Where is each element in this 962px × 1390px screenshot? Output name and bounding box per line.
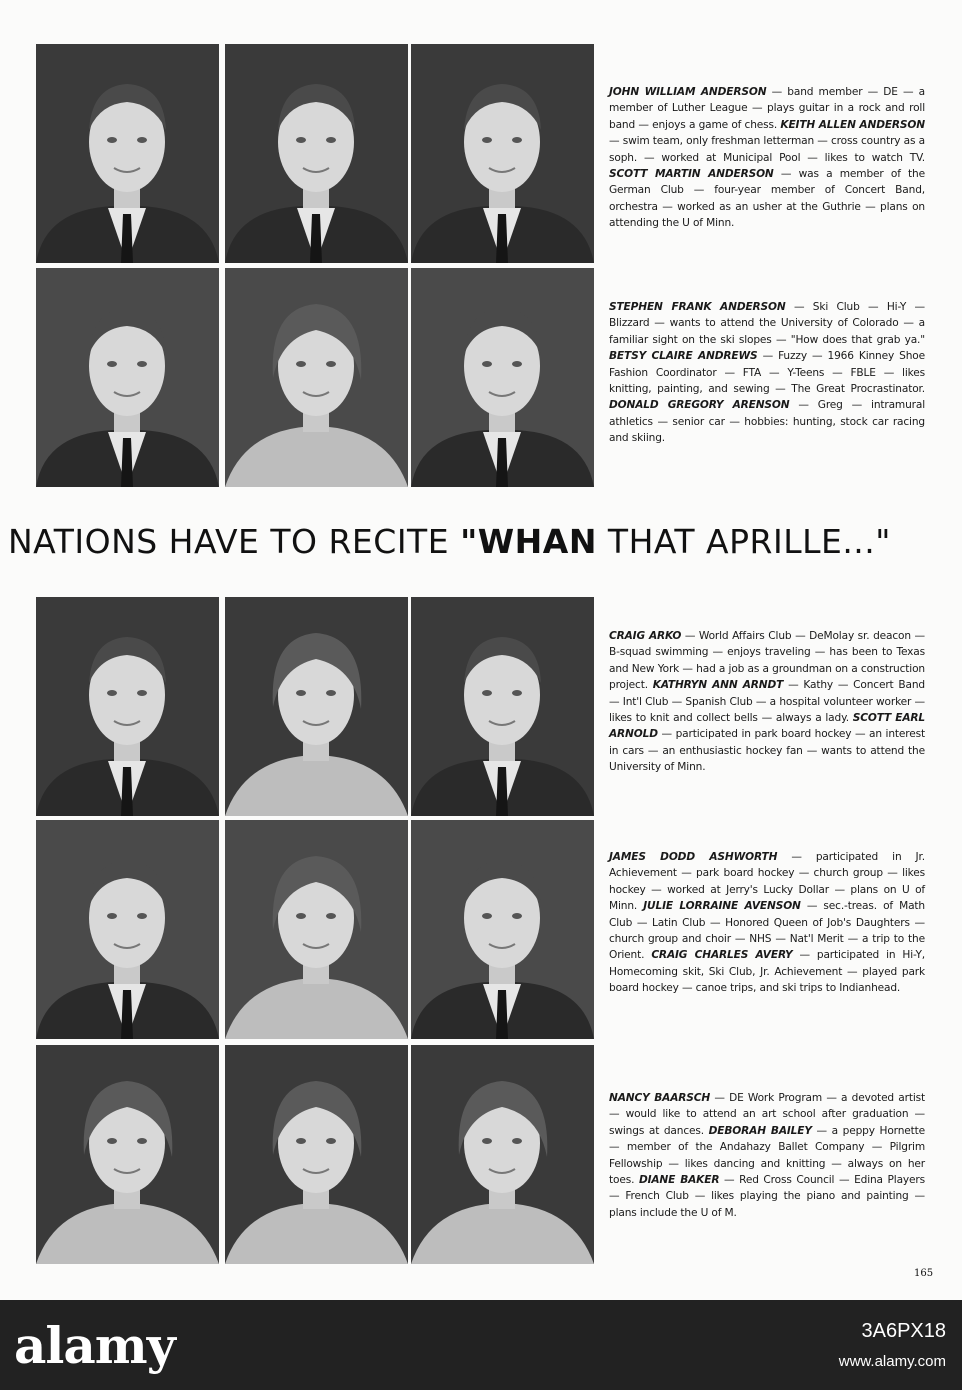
watermark-footer [0, 1300, 962, 1390]
bio-block-3 [609, 628, 925, 776]
student-name: SCOTT MARTIN ANDERSON [609, 168, 774, 181]
student-activities: — participated in Hi-Y, Homecoming skit, Ski Club, Jr. Achievement — played park board hockey — canoe trips, and ski trips to Indianhead. [609, 949, 925, 995]
student-portrait [225, 268, 408, 487]
student-activities: — participated in park board hockey — an interest in cars — an enthusiastic hockey fan — wants to attend the University of Minn. [609, 728, 925, 774]
student-name: KEITH ALLEN ANDERSON [780, 118, 925, 131]
student-portrait [411, 44, 594, 263]
student-name: JULIE LORRAINE AVENSON [643, 900, 801, 913]
student-activities: — DE Work Program — a devoted artist — would like to attend an art school after graduation — swings at dances. [609, 1092, 925, 1137]
student-portrait [411, 597, 594, 816]
student-activities: — band member — DE — a member of Luther League — plays guitar in a rock and roll band — enjoys a game of chess. [609, 86, 925, 131]
alamy-logo: alamy [14, 1316, 175, 1375]
student-portrait [225, 597, 408, 816]
student-portrait [36, 820, 219, 1039]
student-activities: — Greg — intramural athletics — senior car — hobbies: hunting, stock car racing and skiing. [609, 399, 926, 445]
student-name: CRAIG CHARLES AVERY [651, 949, 793, 962]
site-url: www.alamy.com [838, 1353, 946, 1370]
bio-block-2 [609, 299, 925, 447]
student-name: JOHN WILLIAM ANDERSON [609, 86, 767, 98]
student-portrait [225, 820, 408, 1039]
student-portrait [225, 1045, 408, 1264]
student-activities: — swim team, only freshman letterman — cross country as a soph. — worked at Municipal Pool — likes to watch TV. [609, 135, 925, 164]
student-name: SCOTT EARL ARNOLD [609, 712, 926, 741]
student-activities: — Ski Club — Hi-Y — Blizzard — wants to attend the University of Colorado — a familiar sight on the ski slopes — "How does that grab ya." [609, 301, 926, 346]
headline-prefix: NATIONS HAVE TO RECITE [8, 522, 461, 561]
student-portrait [36, 44, 219, 263]
student-portrait [36, 1045, 219, 1264]
student-activities: — was a member of the German Club — four-year member of Concert Band, orchestra — worked as an usher at the Guthrie — plans on attending the U of Minn. [609, 168, 925, 230]
bio-block-1 [609, 84, 925, 232]
student-portrait [225, 44, 408, 263]
student-name: CRAIG ARKO [609, 630, 682, 642]
image-info [839, 1320, 946, 1370]
student-name: JAMES DODD ASHWORTH [609, 851, 778, 863]
student-name: STEPHEN FRANK ANDERSON [609, 301, 786, 313]
student-name: KATHRYN ANN ARNDT [652, 679, 784, 692]
student-portrait [36, 268, 219, 487]
headline-suffix: THAT APRILLE..." [596, 522, 891, 561]
student-name: DEBORAH BAILEY [708, 1124, 812, 1137]
student-activities: — Red Cross Council — Edina Players — French Club — likes playing the piano and painting — plans include the U of M. [609, 1174, 925, 1219]
student-name: DIANE BAKER [638, 1174, 720, 1187]
student-name: DONALD GREGORY ARENSON [609, 399, 790, 412]
student-portrait [411, 268, 594, 487]
image-id: 3A6PX18 [861, 1320, 946, 1342]
student-activities: — Fuzzy — 1966 Kinney Shoe Fashion Coordinator — FTA — Y-Teens — FBLE — likes knitting, painting, and sewing — The Great Procrastinator. [609, 350, 925, 396]
student-portrait [411, 1045, 594, 1264]
headline-emphasis: "WHAN [460, 522, 597, 561]
student-activities: — World Affairs Club — DeMolay sr. deacon — B-squad swimming — enjoys traveling — has been to Texas and New York — had a job as a groundman on a construction project. [609, 630, 925, 692]
headline [8, 522, 962, 561]
student-name: BETSY CLAIRE ANDREWS [609, 350, 758, 363]
student-activities: — a peppy Hornette — member of the Andahazy Ballet Company — Pilgrim Fellowship — likes dancing and knitting — always on her toes. [609, 1124, 926, 1187]
student-portrait [36, 597, 219, 816]
student-activities: — sec.-treas. of Math Club — Latin Club — Honored Queen of Job's Daughters — church group and choir — NHS — Nat'l Merit — a trip to the Orient. [609, 900, 925, 962]
student-portrait [411, 820, 594, 1039]
student-activities: — Kathy — Concert Band — Int'l Club — Spanish Club — a hospital volunteer worker — likes to knit and collect bells — always a lady. [609, 679, 925, 725]
student-name: NANCY BAARSCH [609, 1092, 711, 1104]
page-number: 165 [914, 1268, 934, 1279]
bio-block-4 [609, 849, 925, 997]
bio-block-5 [609, 1090, 925, 1221]
student-activities: — participated in Jr. Achievement — park board hockey — church group — likes hockey — worked at Jerry's Lucky Dollar — plans on U of Minn. [609, 851, 925, 913]
